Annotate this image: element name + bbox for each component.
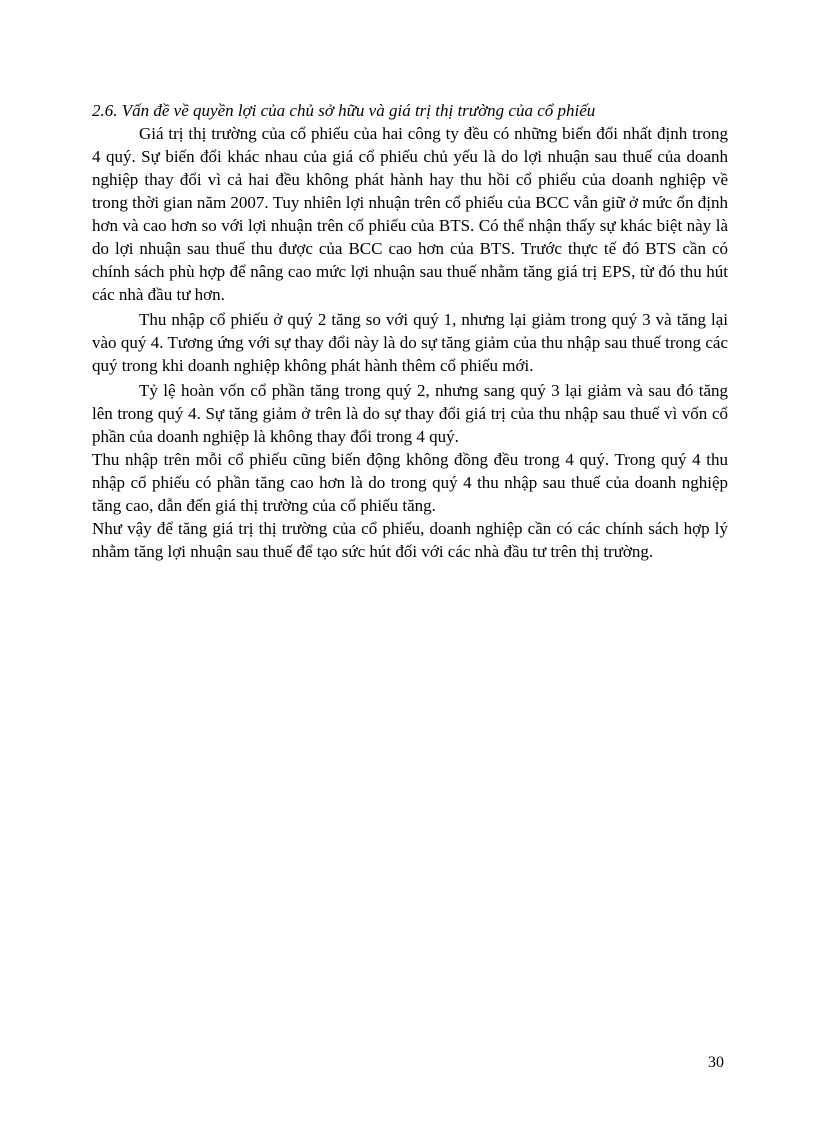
paragraph-return-on-equity: Tỷ lệ hoàn vốn cổ phần tăng trong quý 2, nhưng sang quý 3 lại giảm và sau đó tăng lên trong quý 4. Sự tăng giảm ở trên là do sự thay đổi giá trị của thu nhập sau thuế vì vốn cổ phần của doanh nghiệp là không thay đổi trong 4 quý. [92,381,728,446]
paragraph-market-value: Giá trị thị trường của cổ phiếu của hai công ty đều có những biến đổi nhất định trong 4 quý. Sự biến đổi khác nhau của giá cổ phiếu chủ yếu là do lợi nhuận sau thuế của doanh nghiệp thay đổi vì cả hai đều không phát hành hay thu hồi cổ phiếu của doanh nghiệp về trong thời gian năm 2007. Tuy nhiên lợi nhuận trên cổ phiếu của BCC vẫn giữ ở mức ổn định hơn và cao hơn so với lợi nhuận trên cổ phiếu của BTS. Có thể nhận thấy sự khác biệt này là do lợi nhuận sau thuế thu được của BCC cao hơn của BTS. Trước thực tế đó BTS cần có chính sách phù hợp để nâng cao mức lợi nhuận sau thuế nhằm tăng giá trị EPS, từ đó thu hút các nhà đầu tư hơn. [92,124,728,304]
paragraph-earnings-per-share: Thu nhập trên mỗi cổ phiếu cũng biến động không đồng đều trong 4 quý. Trong quý 4 thu nhập cổ phiếu có phần tăng cao hơn là do trong quý 4 thu nhập sau thuế của doanh nghiệp tăng cao, dẫn đến giá thị trường của cổ phiếu tăng. [92,450,728,515]
page-number: 30 [708,1054,724,1071]
paragraph-conclusion: Như vậy để tăng giá trị thị trường của cổ phiếu, doanh nghiệp cần có các chính sách hợp lý nhằm tăng lợi nhuận sau thuế để tạo sức hút đối với các nhà đầu tư trên thị trường. [92,519,728,561]
section-heading: 2.6. Vấn đề về quyền lợi của chủ sở hữu và giá trị thị trường của cổ phiếu [92,101,596,120]
paragraph-share-income: Thu nhập cổ phiếu ở quý 2 tăng so với quý 1, nhưng lại giảm trong quý 3 và tăng lại vào quý 4. Tương ứng với sự thay đổi này là do sự tăng giảm của thu nhập sau thuế trong các quý trong khi doanh nghiệp không phát hành thêm cổ phiếu mới. [92,310,728,375]
page-content [92,99,728,563]
